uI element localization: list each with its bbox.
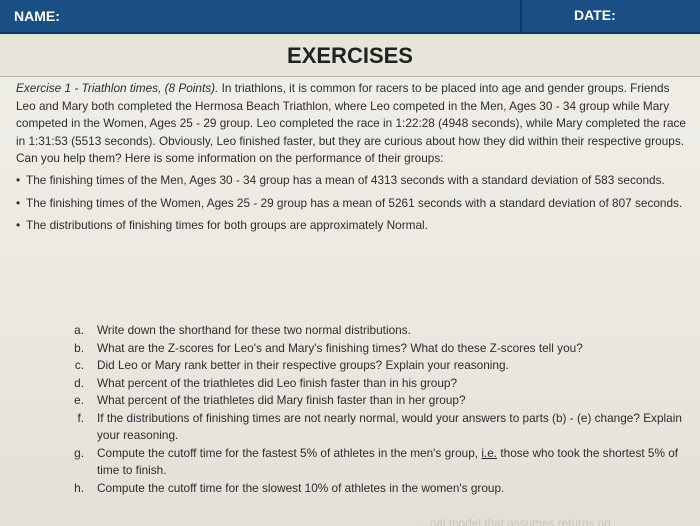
header-band (0, 0, 700, 34)
question-text: Did Leo or Mary rank better in their respective groups? Explain your reasoning. (97, 358, 509, 372)
page-title: EXERCISES (287, 43, 413, 68)
question-item (64, 322, 684, 340)
question-text-after: those who took the shortest 5% of time to finish. (97, 445, 679, 477)
question-letter: e. (74, 393, 84, 407)
bullet-icon: • (16, 195, 21, 210)
question-letter: f. (77, 410, 84, 425)
question-text: If the distributions of finishing times are not nearly normal, would your answers to parts (b) - (e) change? Explain your reasoning. (97, 410, 682, 442)
fact-text: The finishing times of the Women, Ages 25 - 29 group has a mean of 5261 seconds with a standard deviation of 807 seconds. (26, 195, 683, 210)
exercise-heading: Exercise 1 - Triathlon times, (8 Points). (16, 81, 219, 95)
question-text: What percent of the triathletes did Mary finish faster than in her group? (97, 393, 466, 407)
question-item (64, 392, 684, 410)
fact-item (16, 217, 692, 235)
exercise-intro (16, 80, 692, 168)
fact-item (16, 172, 692, 190)
question-item (64, 410, 684, 445)
name-label: NAME: (14, 8, 60, 24)
question-letter: g. (74, 445, 84, 460)
fact-text: The distributions of finishing times for both groups are approximately Normal. (26, 218, 428, 233)
question-item (64, 340, 684, 358)
questions-list (64, 322, 684, 497)
exercise-body (16, 80, 692, 240)
question-letter: d. (74, 375, 84, 390)
bullet-icon: • (16, 172, 21, 187)
facts-list (16, 172, 692, 235)
question-text: Compute the cutoff time for the slowest 10% of athletes in the women's group. (97, 480, 505, 495)
question-item (64, 375, 684, 393)
name-cell[interactable] (0, 0, 522, 32)
question-text: What are the Z-scores for Leo's and Mary's finishing times? What do these Z-scores tell you? (97, 340, 583, 355)
question-text-before: Compute the cutoff time for the fastest 5% of athletes in the men's group, (97, 445, 482, 460)
fact-item (16, 195, 692, 213)
title-band (0, 34, 700, 77)
question-text: What percent of the triathletes did Leo finish faster than in his group? (97, 375, 458, 390)
ie-abbreviation: i.e. (481, 445, 498, 460)
question-item (64, 445, 684, 480)
question-text: Write down the shorthand for these two normal distributions. (97, 323, 411, 337)
question-letter: h. (74, 480, 84, 495)
bullet-icon: • (16, 218, 21, 233)
question-letter: c. (74, 358, 84, 372)
question-letter: a. (74, 323, 84, 337)
question-item (64, 480, 684, 498)
cut-off-text: ...nal model that assumes returns on (420, 516, 611, 526)
question-item (64, 357, 684, 375)
question-letter: b. (74, 340, 84, 355)
exercise-intro-text: In triathlons, it is common for racers to be placed into age and gender groups. Friends Leo and Mary both completed the Hermosa Beach Triathlon, where Leo competed in the Men, Ages 30 - 34 group while Mary competed in the Women, Ages 25 - 29 group. Leo completed the race in 1:22:28 (4948 seconds), while Mary completed the race in 1:31:53 (5513 seconds). Obviously, Leo finished faster, but they are curious about how they did within their respective groups. Can you help them? Here is some information on the performance of their groups: (16, 81, 686, 166)
fact-text: The finishing times of the Men, Ages 30 - 34 group has a mean of 4313 seconds with a standard deviation of 583 seconds. (26, 172, 665, 187)
date-label: DATE: (574, 7, 616, 23)
